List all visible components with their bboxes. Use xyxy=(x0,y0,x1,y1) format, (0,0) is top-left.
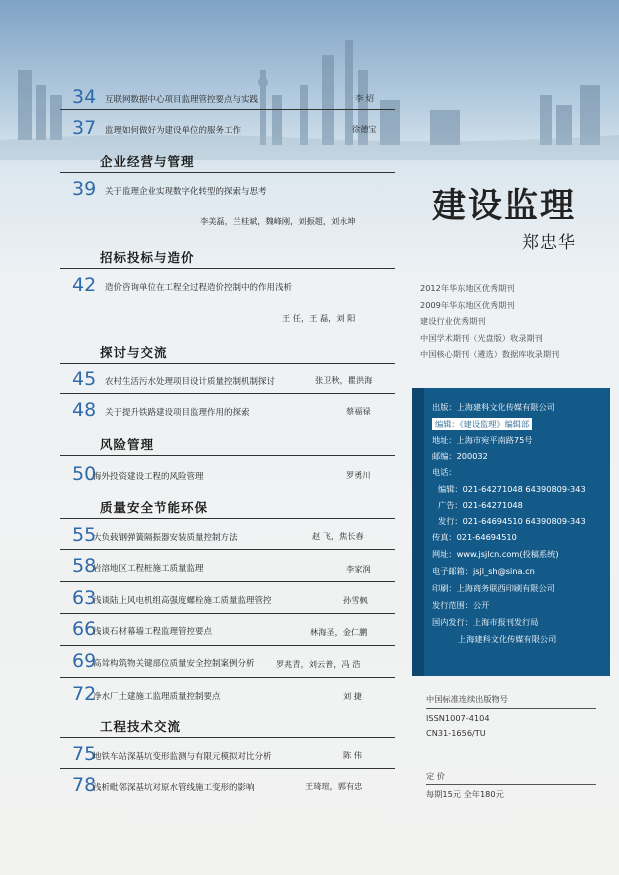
article-authors: 罗勇川 xyxy=(346,470,371,480)
domestic-distribution-2: 上海建科文化传媒有限公司 xyxy=(458,634,557,644)
section-heading: 风险管理 xyxy=(100,437,155,452)
accent-bar xyxy=(412,388,424,676)
domestic-distribution: 国内发行：上海市报刊发行局 xyxy=(432,617,539,627)
journal-honors-list xyxy=(420,280,559,363)
address: 地址：上海市宛平南路75号 xyxy=(432,435,533,445)
divider xyxy=(60,172,395,173)
ad-phone: 广告：021-64271048 xyxy=(438,500,523,510)
article-authors: 刘 捷 xyxy=(343,691,362,701)
article-title[interactable]: 浅析毗邻深基坑对原水管线施工变形的影响 xyxy=(93,783,255,793)
divider xyxy=(60,455,395,456)
section-heading: 企业经营与管理 xyxy=(100,154,195,169)
divider xyxy=(60,645,395,646)
editorial-phone: 编辑：021-64271048 64390809-343 xyxy=(438,484,586,494)
divider xyxy=(60,393,395,394)
article-title[interactable]: 高耸构筑物关键部位质量安全控制案例分析 xyxy=(93,659,255,669)
honor-item: 2012年华东地区优秀期刊 xyxy=(420,283,515,293)
divider xyxy=(60,518,395,519)
publisher: 出版：上海建科文化传媒有限公司 xyxy=(432,402,555,412)
article-title[interactable]: 海外投资建设工程的风险管理 xyxy=(93,472,204,482)
article-title[interactable]: 大负载钢弹簧隔振器安装质量控制方法 xyxy=(93,533,238,543)
editor-text: 编辑：《建设监理》编辑部 xyxy=(432,418,532,430)
article-title[interactable]: 农村生活污水处理项目设计质量控制机制探讨 xyxy=(105,377,276,387)
article-authors: 李美磊，兰桂斌，魏峰刚，刘振超，刘永坤 xyxy=(200,216,356,226)
section-heading: 招标投标与造价 xyxy=(100,250,195,265)
divider xyxy=(60,549,395,550)
serial-label: 中国标准连续出版物号 xyxy=(426,694,508,704)
article-authors: 李 炤 xyxy=(355,93,374,103)
editor xyxy=(432,419,532,430)
divider xyxy=(60,737,395,738)
honor-item: 中国核心期刊（遴选）数据库收录期刊 xyxy=(420,349,560,359)
masthead-title: 建设监理 xyxy=(432,186,576,226)
printer: 印刷：上海商务联西印刷有限公司 xyxy=(432,583,555,593)
article-title[interactable]: 关于提升铁路建设项目监理作用的探索 xyxy=(105,408,250,418)
article-title[interactable]: 监理如何做好为建设单位的服务工作 xyxy=(105,126,242,136)
divider xyxy=(60,613,395,614)
page-number: 45 xyxy=(72,368,97,390)
divider xyxy=(426,708,596,709)
page-number: 72 xyxy=(72,683,97,705)
divider xyxy=(60,268,395,269)
divider xyxy=(60,581,395,582)
page-number: 37 xyxy=(72,117,97,139)
divider xyxy=(60,768,395,769)
article-authors: 赵 飞，焦长春 xyxy=(312,531,364,541)
article-title[interactable]: 浅谈陆上风电机组高强度螺栓施工质量监理管控 xyxy=(93,596,272,606)
distribution-phone: 发行：021-64694510 64390809-343 xyxy=(438,516,586,526)
page-number: 66 xyxy=(72,618,97,640)
price-label: 定 价 xyxy=(426,771,445,781)
divider xyxy=(60,677,395,678)
article-authors: 徐德宝 xyxy=(352,124,377,134)
page-number: 78 xyxy=(72,774,97,796)
article-title[interactable]: 浅谈石材幕墙工程监理管控要点 xyxy=(93,627,213,637)
honor-item: 建设行业优秀期刊 xyxy=(420,316,486,326)
article-title[interactable]: 关于监理企业实现数字化转型的探索与思考 xyxy=(105,187,267,197)
divider xyxy=(426,784,596,785)
page-number: 55 xyxy=(72,524,97,546)
article-authors: 李家润 xyxy=(346,564,371,574)
page-number: 50 xyxy=(72,463,97,485)
cn-number: CN31-1656/TU xyxy=(426,728,486,738)
article-title[interactable]: 岩溶地区工程桩施工质量监理 xyxy=(93,564,204,574)
page-number: 69 xyxy=(72,650,97,672)
article-title[interactable]: 净水厂土建施工监理质量控制要点 xyxy=(93,692,221,702)
website-link[interactable]: 网址：www.jsjlcn.com(投稿系统) xyxy=(432,549,559,559)
postcode: 邮编：200032 xyxy=(432,451,488,461)
phone-label: 电话： xyxy=(432,467,457,477)
email-link[interactable]: 电子邮箱：jsjl_sh@sina.cn xyxy=(432,566,535,576)
issn: ISSN1007-4104 xyxy=(426,713,490,723)
article-authors: 张卫秋，瞿洪海 xyxy=(315,375,373,385)
honor-item: 2009年华东地区优秀期刊 xyxy=(420,299,515,310)
divider xyxy=(60,363,395,364)
fax: 传真：021-64694510 xyxy=(432,532,517,542)
article-title[interactable]: 互联网数据中心项目监理管控要点与实践 xyxy=(105,95,259,105)
article-title[interactable]: 地铁车站深基坑变形监测与有限元模拟对比分析 xyxy=(93,752,272,762)
divider xyxy=(60,109,395,110)
page-number: 39 xyxy=(72,178,97,200)
page-number: 58 xyxy=(72,555,97,577)
honor-item: 中国学术期刊（光盘版）收录期刊 xyxy=(420,332,543,343)
page-number: 42 xyxy=(72,274,97,296)
page-number: 63 xyxy=(72,587,97,609)
page-number: 75 xyxy=(72,743,97,765)
masthead-signature: 郑忠华 xyxy=(522,233,576,253)
article-authors: 林海圣，金仁鹏 xyxy=(310,627,368,637)
article-authors: 王 任，王 磊，刘 阳 xyxy=(282,313,356,323)
section-heading: 探讨与交流 xyxy=(100,345,168,360)
article-authors: 王琦瑄，郭有忠 xyxy=(305,781,363,791)
article-authors: 陈 伟 xyxy=(343,750,362,760)
distribution-range: 发行范围：公开 xyxy=(432,600,490,610)
page-number: 48 xyxy=(72,399,97,421)
article-title[interactable]: 造价咨询单位在工程全过程造价控制中的作用浅析 xyxy=(105,283,293,293)
page-number: 34 xyxy=(72,86,97,108)
article-authors: 罗兆青，刘云普，冯 浩 xyxy=(276,659,361,669)
article-authors: 蔡福禄 xyxy=(346,406,371,416)
section-heading: 工程技术交流 xyxy=(100,719,182,734)
section-heading: 质量安全节能环保 xyxy=(100,500,209,515)
article-authors: 孙雪枫 xyxy=(343,595,368,605)
price-value: 每期15元 全年180元 xyxy=(426,789,504,799)
